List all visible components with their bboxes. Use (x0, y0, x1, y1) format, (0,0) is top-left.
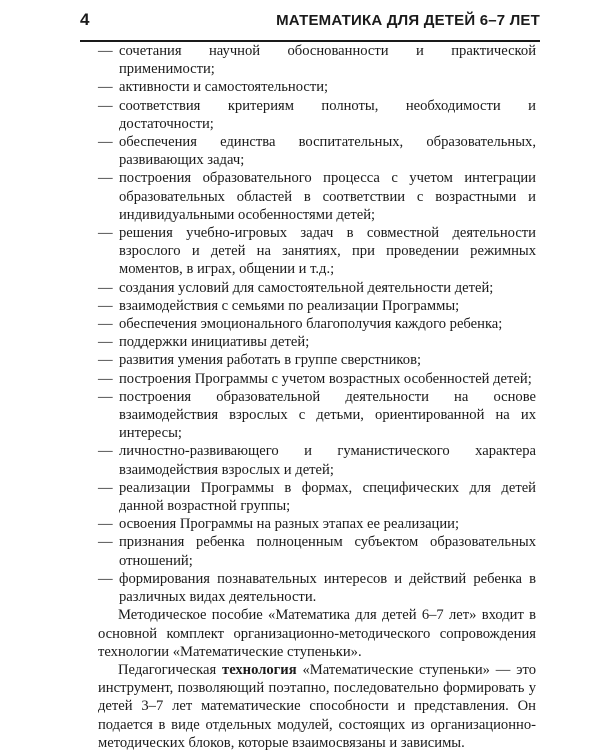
page-header (80, 6, 540, 42)
list-item (98, 570, 536, 606)
list-item (98, 388, 536, 443)
list-item (98, 533, 536, 569)
list-item (98, 515, 536, 533)
list-item-text: личностно-развивающего и гуманистического характера взаимодействия взрослых и детей; (119, 443, 536, 478)
dash-marker: — (98, 352, 113, 369)
list-item (98, 315, 536, 333)
dash-marker: — (98, 316, 113, 333)
list-item-text: сочетания научной обоснованности и практической применимости; (119, 43, 536, 78)
list-item (98, 133, 536, 169)
paragraph-methodical-manual: Методическое пособие «Математика для детей 6–7 лет» входит в основной комплект организационно-методического сопровождения технологии «Математические ступеньки». (98, 607, 536, 660)
dash-marker: — (98, 570, 113, 587)
dash-marker: — (98, 134, 113, 151)
list-item (98, 333, 536, 351)
list-item-text: взаимодействия с семьями по реализации Программы; (119, 297, 460, 314)
list-item-text: соответствия критериям полноты, необходимости и достаточности; (119, 97, 536, 132)
list-item-text: формирования познавательных интересов и действий ребенка в различных видах деятельности. (119, 570, 536, 606)
list-item (98, 297, 536, 315)
list-item-text: поддержки инициативы детей; (119, 334, 310, 351)
list-item-text: построения образовательной деятельности на основе взаимодействия взрослых с детьми, ориентированной на их интересы; (119, 388, 536, 442)
bold-term: технология (222, 661, 297, 678)
dash-marker: — (98, 170, 113, 187)
paragraph-technology (98, 661, 536, 752)
paragraph-text-start: Педагогическая (118, 661, 223, 678)
list-item (98, 279, 536, 297)
list-item (98, 351, 536, 369)
dash-marker: — (98, 516, 113, 533)
dash-marker: — (98, 388, 113, 405)
dash-marker: — (98, 443, 113, 460)
dash-marker: — (98, 97, 113, 114)
dash-marker: — (98, 79, 113, 96)
list-item-text: реализации Программы в формах, специфических для детей данной возрастной группы; (119, 479, 536, 515)
list-item-text: активности и самостоятельности; (119, 79, 329, 96)
list-item-text: решения учебно-игровых задач в совместной деятельности взрослого и детей на занятиях, при проведении режимных моментов, в играх, общении и т.д.; (119, 225, 536, 278)
list-item (98, 479, 536, 515)
page-number: 4 (80, 10, 90, 29)
dash-marker: — (98, 279, 113, 296)
list-item-text: обеспечения единства воспитательных, образовательных, развивающих задач; (119, 134, 536, 169)
list-item-text: обеспечения эмоционального благополучия каждого ребенка; (119, 316, 503, 333)
list-item (98, 42, 536, 78)
paragraph-text-rest: «Математические ступеньки» — это инструмент, позволяющий поэтапно, последовательно формировать у детей 3–7 лет математические способности и представления. Он подается в виде отдельных модулей, состоящих из организационно-методических блоков, которые взаимосвязаны и зависимы. (98, 661, 537, 751)
dash-marker: — (98, 370, 113, 387)
dash-marker: — (98, 534, 113, 551)
list-item (98, 169, 536, 224)
list-item-text: построения Программы с учетом возрастных особенностей детей; (119, 370, 532, 387)
dash-marker: — (98, 225, 113, 242)
list-item-text: развития умения работать в группе сверстников; (119, 352, 422, 369)
dash-marker: — (98, 334, 113, 351)
list-item (98, 442, 536, 478)
list-item-text: создания условий для самостоятельной деятельности детей; (119, 279, 494, 296)
list-item-text: построения образовательного процесса с учетом интеграции образовательных областей в соответствии с возрастными и индивидуальными особенностями детей; (119, 170, 536, 223)
dash-marker: — (98, 479, 113, 496)
list-item-text: признания ребенка полноценным субъектом образовательных отношений; (119, 534, 536, 569)
list-item (98, 370, 536, 388)
running-title: МАТЕМАТИКА ДЛЯ ДЕТЕЙ 6–7 ЛЕТ (276, 12, 540, 29)
dash-marker: — (98, 297, 113, 314)
page-body (98, 42, 536, 752)
list-item (98, 97, 536, 133)
list-item (98, 78, 536, 96)
list-item-text: освоения Программы на разных этапах ее реализации; (119, 516, 460, 533)
list-item (98, 224, 536, 279)
dash-marker: — (98, 43, 113, 59)
principles-list (98, 42, 536, 606)
